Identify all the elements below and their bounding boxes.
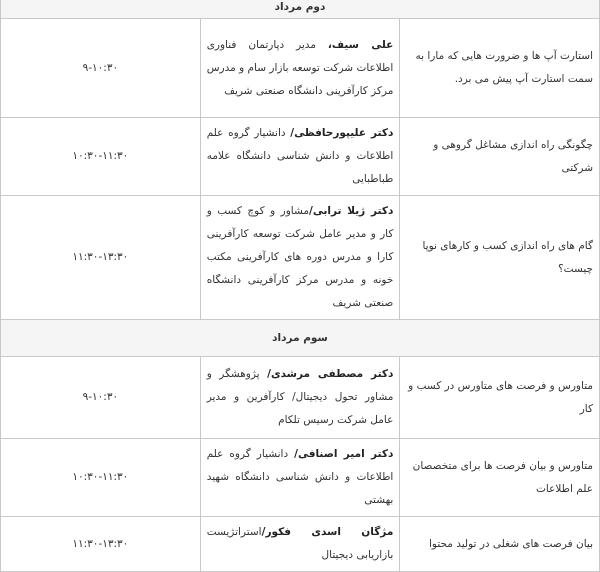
speaker-role: دانشیار گروه علم اطلاعات و دانش شناسی دانشگاه شهید بهشتی xyxy=(206,448,394,506)
day-title: سوم مرداد xyxy=(1,320,600,357)
session-topic: چگونگی راه اندازی مشاغل گروهی و شرکتی xyxy=(400,118,600,196)
speaker-name: علی سیف، xyxy=(327,38,394,51)
speaker-name: دکتر علیپورحافظی/ xyxy=(290,127,394,139)
session-speaker xyxy=(200,439,400,517)
day-title: دوم مرداد xyxy=(1,0,600,19)
speaker-name: دکتر مصطفی مرشدی/ xyxy=(267,368,394,380)
session-row xyxy=(1,357,600,439)
session-topic: متاورس و بیان فرصت ها برای متخصصان علم اطلاعات xyxy=(400,439,600,517)
speaker-name: مژگان اسدی فکور/ xyxy=(261,526,394,538)
session-time: ۱۰:۳۰-۱۱:۳۰ xyxy=(1,118,201,196)
session-row xyxy=(1,19,600,118)
session-topic: گام های راه اندازی کسب و کارهای نوپا چیست؟ xyxy=(400,196,600,320)
session-topic: بیان فرصت های شغلی در تولید محتوا xyxy=(400,517,600,572)
session-time: ۹-۱۰:۳۰ xyxy=(1,19,201,118)
speaker-role: مشاور و کوچ کسب و کار و مدیر عامل شرکت توسعه کارآفرینی کارا و مدرس دوره های کارآفرینی مکتب خونه و مدرس مرکز کارآفرینی دانشگاه صنعتی شریف xyxy=(206,205,394,309)
session-speaker xyxy=(200,19,400,118)
session-time: ۱۱:۳۰-۱۳:۳۰ xyxy=(1,517,201,572)
speaker-name: دکتر ژیلا ترابی/ xyxy=(308,205,394,217)
speaker-role: مدیر دپارتمان فناوری اطلاعات شرکت توسعه بازار سام و مدرس مرکز کارآفرینی دانشگاه صنعتی شریف xyxy=(206,38,394,97)
session-row xyxy=(1,439,600,517)
session-time: ۱۱:۳۰-۱۳:۳۰ xyxy=(1,196,201,320)
session-topic: متاورس و فرصت های متاورس در کسب و کار xyxy=(400,357,600,439)
session-speaker xyxy=(200,357,400,439)
session-speaker xyxy=(200,196,400,320)
speaker-role: دانشیار گروه علم اطلاعات و دانش شناسی دانشگاه علامه طباطبایی xyxy=(206,127,394,185)
session-row xyxy=(1,196,600,320)
session-time: ۱۰:۳۰-۱۱:۳۰ xyxy=(1,439,201,517)
session-row xyxy=(1,517,600,572)
session-speaker xyxy=(200,517,400,572)
speaker-role: پژوهشگر و مشاور تحول دیجیتال/ کارآفرین و مدیر عامل شرکت رسیس تلکام xyxy=(206,368,394,426)
speaker-name: دکتر امیر اصنافی/ xyxy=(294,448,394,460)
session-speaker xyxy=(200,118,400,196)
session-row xyxy=(1,118,600,196)
day-header-row xyxy=(1,320,600,357)
day-header-row xyxy=(1,0,600,19)
session-time: ۹-۱۰:۳۰ xyxy=(1,357,201,439)
session-topic: استارت آپ ها و ضرورت هایی که مارا به سمت استارت آپ پیش می برد. xyxy=(400,19,600,118)
speaker-role: استراتژیست بازاریابی دیجیتال xyxy=(206,526,394,561)
